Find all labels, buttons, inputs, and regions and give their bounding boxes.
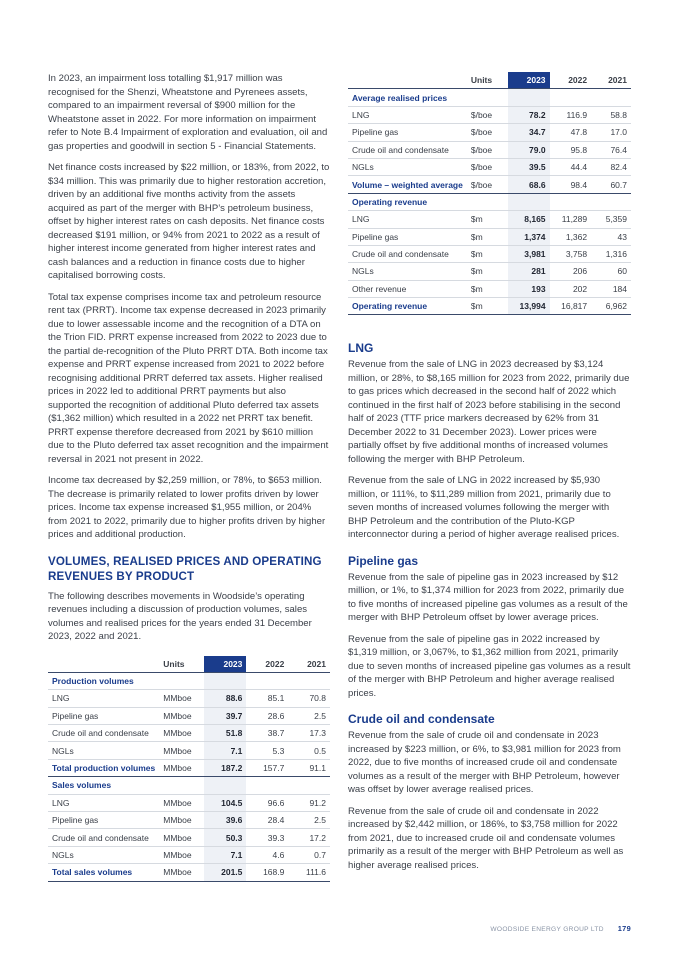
row-value-2022: 39.3 bbox=[246, 829, 288, 846]
row-unit: MMboe bbox=[159, 846, 204, 863]
header-2023: 2023 bbox=[204, 656, 246, 673]
header-label bbox=[48, 656, 159, 673]
table-row bbox=[48, 812, 330, 829]
table-row bbox=[348, 141, 631, 158]
row-value-2023: 281 bbox=[508, 263, 550, 280]
prices-table-body bbox=[348, 89, 631, 315]
row-label: LNG bbox=[348, 211, 467, 228]
row-value-2021: 60 bbox=[591, 263, 631, 280]
row-value-2022: 98.4 bbox=[550, 176, 592, 193]
row-value-2022 bbox=[246, 672, 288, 689]
row-unit: $m bbox=[467, 211, 508, 228]
row-unit: MMboe bbox=[159, 742, 204, 759]
row-label: Total production volumes bbox=[48, 759, 159, 776]
row-value-2022: 11,289 bbox=[550, 211, 592, 228]
row-value-2022: 206 bbox=[550, 263, 592, 280]
row-label: Pipeline gas bbox=[48, 707, 159, 724]
row-value-2023: 51.8 bbox=[204, 725, 246, 742]
row-value-2021: 91.1 bbox=[288, 759, 330, 776]
table-row bbox=[348, 124, 631, 141]
row-value-2022 bbox=[246, 777, 288, 794]
row-label: Operating revenue bbox=[348, 298, 467, 315]
row-label: Production volumes bbox=[48, 672, 159, 689]
table-row bbox=[348, 228, 631, 245]
row-unit: $m bbox=[467, 245, 508, 262]
row-label: Crude oil and condensate bbox=[348, 141, 467, 158]
paragraph-lng-2022: Revenue from the sale of LNG in 2022 increased by $5,930 million, or 111%, to $11,289 million from 2021, primarily due to seven months of increased volumes following the merger with BHP Petroleum and the contribution of the Pluto-KGP interconnector during a period of higher average realised prices. bbox=[348, 475, 620, 541]
row-value-2021: 91.2 bbox=[288, 794, 330, 811]
row-value-2022: 157.7 bbox=[246, 759, 288, 776]
row-unit: MMboe bbox=[159, 725, 204, 742]
row-label: Sales volumes bbox=[48, 777, 159, 794]
table-total-row bbox=[348, 298, 631, 315]
table-header-row bbox=[348, 72, 631, 89]
header-2021: 2021 bbox=[591, 72, 631, 89]
row-value-2023 bbox=[204, 672, 246, 689]
section-heading-volumes: VOLUMES, REALISED PRICES AND OPERATING REVENUES BY PRODUCT bbox=[48, 554, 322, 583]
row-label: Crude oil and condensate bbox=[348, 245, 467, 262]
row-value-2023: 39.5 bbox=[508, 158, 550, 175]
row-unit bbox=[467, 193, 508, 210]
row-value-2022: 116.9 bbox=[550, 106, 592, 123]
row-value-2023: 1,374 bbox=[508, 228, 550, 245]
row-value-2022: 202 bbox=[550, 280, 592, 297]
table-group-row bbox=[48, 777, 330, 794]
row-label: Volume – weighted average bbox=[348, 176, 467, 193]
paragraph-pipeline-2022: Revenue from the sale of pipeline gas in 2022 increased by $1,319 million, or 3,067%, to $1,362 million from 2021, primarily due to seven months of increased pipeline gas volumes as a result of the merger with BHP Petroleum and higher average realised prices. bbox=[348, 633, 631, 699]
row-label: LNG bbox=[348, 106, 467, 123]
row-value-2021: 60.7 bbox=[591, 176, 631, 193]
row-value-2022: 1,362 bbox=[550, 228, 592, 245]
row-unit: MMboe bbox=[159, 707, 204, 724]
row-unit bbox=[159, 672, 204, 689]
row-value-2023: 3,981 bbox=[508, 245, 550, 262]
row-unit: $/boe bbox=[467, 176, 508, 193]
row-value-2023: 39.6 bbox=[204, 812, 246, 829]
row-label: Total sales volumes bbox=[48, 864, 159, 881]
row-value-2021 bbox=[591, 193, 631, 210]
row-value-2023: 7.1 bbox=[204, 846, 246, 863]
volumes-table-body bbox=[48, 672, 330, 881]
row-value-2023: 34.7 bbox=[508, 124, 550, 141]
table-row bbox=[348, 245, 631, 262]
row-value-2022: 168.9 bbox=[246, 864, 288, 881]
table-group-row bbox=[348, 89, 631, 106]
row-value-2021: 70.8 bbox=[288, 690, 330, 707]
row-value-2022: 4.6 bbox=[246, 846, 288, 863]
table-row bbox=[348, 211, 631, 228]
paragraph-finance-costs: Net finance costs increased by $22 million, or 183%, from 2022, to $34 million. This was primarily due to higher restoration accretion, driven by an additional five months activity from the assets acquired as part of the merger with BHP’s petroleum business, offset by higher interest rates on cash deposits. Net finance costs decreased $191 million, or 94% from 2021 to 2022 as a result of higher interest income generated from higher interest rates and cash balances and a reduction in finance costs due to higher capitalised borrowing costs. bbox=[48, 162, 330, 281]
row-value-2021: 17.2 bbox=[288, 829, 330, 846]
row-unit: $m bbox=[467, 263, 508, 280]
table-row bbox=[48, 725, 330, 742]
row-value-2021: 17.3 bbox=[288, 725, 330, 742]
row-value-2021: 0.5 bbox=[288, 742, 330, 759]
row-value-2023: 104.5 bbox=[204, 794, 246, 811]
row-value-2022 bbox=[550, 193, 592, 210]
row-value-2022: 44.4 bbox=[550, 158, 592, 175]
row-value-2023: 8,165 bbox=[508, 211, 550, 228]
row-value-2023: 7.1 bbox=[204, 742, 246, 759]
right-column bbox=[348, 72, 631, 880]
row-unit bbox=[467, 89, 508, 106]
row-label: Crude oil and condensate bbox=[48, 725, 159, 742]
paragraph-pipeline-2023: Revenue from the sale of pipeline gas in 2023 increased by $12 million, or 1%, to $1,374 million for 2023 from 2022, primarily due to five months of increased pipeline gas volumes as a result of the merger with BHP Petroleum offset by lower average prices. bbox=[348, 571, 628, 624]
page-footer bbox=[490, 924, 631, 933]
row-label: NGLs bbox=[48, 742, 159, 759]
row-value-2023: 13,994 bbox=[508, 298, 550, 315]
paragraph-income-tax: Income tax decreased by $2,259 million, or 78%, to $653 million. The decrease is primarily related to lower profits driven by lower prices. Income tax expense increased $1,955 million, or 204% from 2021 to 2022, primarily due to higher profits driven by higher prices and additional production. bbox=[48, 475, 326, 540]
row-value-2023 bbox=[508, 193, 550, 210]
table-row bbox=[48, 829, 330, 846]
row-value-2022: 85.1 bbox=[246, 690, 288, 707]
header-label bbox=[348, 72, 467, 89]
table-row bbox=[48, 846, 330, 863]
page-number: 179 bbox=[617, 924, 631, 933]
table-row bbox=[348, 158, 631, 175]
row-value-2023: 50.3 bbox=[204, 829, 246, 846]
row-value-2021: 184 bbox=[591, 280, 631, 297]
row-value-2022 bbox=[550, 89, 592, 106]
row-value-2022: 28.4 bbox=[246, 812, 288, 829]
paragraph-lng-2023: Revenue from the sale of LNG in 2023 decreased by $3,124 million, or 28%, to $8,165 million for 2023 from 2022, primarily due to gas prices which decreased in the second half of 2022 which continued in the first half of 2023 before stabilising in the second half of 2023 (TTF price markers decreased by 62% from 31 December 2022 to 31 December 2023). Lower prices were partially offset by five additional months of increased volumes following the merger with BHP Petroleum. bbox=[348, 359, 630, 465]
table-row bbox=[348, 263, 631, 280]
row-unit: MMboe bbox=[159, 690, 204, 707]
paragraph-tax-expense: Total tax expense comprises income tax and petroleum resource rent tax (PRRT). Income tax expense decreased in 2023 primarily due to lower assessable income and the recognition of a DTA on the Trion FID. PRRT expense increased from 2022 to 2023 due to the partial de-recognition of the Pluto PRRT DTA. Both income tax expense and PRRT expense increased from 2021 to 2022 before recognising additional PRRT deferred tax assets. Higher realised prices in 2022 led to additional PRRT payments but also supported the recognition of additional Pluto deferred tax assets ($1,362 million) which resulted in a 2022 net PRRT tax benefit. PRRT expense therefore decreased from 2021 by $610 million due to the Pluto deferred tax asset recognition and the impairment reversal in 2021 not present in 2022. bbox=[48, 291, 329, 465]
row-unit: $m bbox=[467, 280, 508, 297]
row-unit: $/boe bbox=[467, 106, 508, 123]
row-value-2021: 82.4 bbox=[591, 158, 631, 175]
row-label: NGLs bbox=[48, 846, 159, 863]
row-value-2023: 193 bbox=[508, 280, 550, 297]
row-label: NGLs bbox=[348, 158, 467, 175]
row-value-2023: 201.5 bbox=[204, 864, 246, 881]
header-units: Units bbox=[159, 656, 204, 673]
table-total-row bbox=[48, 864, 330, 881]
row-label: Pipeline gas bbox=[348, 124, 467, 141]
row-value-2021: 58.8 bbox=[591, 106, 631, 123]
paragraph-crude-2023: Revenue from the sale of crude oil and condensate in 2023 increased by $223 million, or 6%, to $3,981 million for 2023 from 2022, due to five months of increased crude oil and condensate volumes as a result of the merger with BHP Petroleum, however was offset by lower average realised prices. bbox=[348, 730, 621, 796]
header-units: Units bbox=[467, 72, 508, 89]
row-unit: MMboe bbox=[159, 812, 204, 829]
row-unit: $m bbox=[467, 298, 508, 315]
heading-pipeline-gas: Pipeline gas bbox=[348, 553, 419, 568]
table-header-row bbox=[48, 656, 330, 673]
row-label: LNG bbox=[48, 794, 159, 811]
row-value-2022: 3,758 bbox=[550, 245, 592, 262]
row-value-2021: 6,962 bbox=[591, 298, 631, 315]
row-label: Pipeline gas bbox=[48, 812, 159, 829]
header-2022: 2022 bbox=[246, 656, 288, 673]
table-total-row bbox=[48, 759, 330, 776]
row-value-2022: 95.8 bbox=[550, 141, 592, 158]
paragraph-impairment: In 2023, an impairment loss totalling $1,917 million was recognised for the Shenzi, Wheatstone and Pyrenees assets, compared to an impairment reversal of $900 million for the Wheatstone asset in 2022. For more information on impairment refer to Note B.4 Impairment of exploration and evaluation, oil and gas properties and goodwill in section 5 - Financial Statements. bbox=[48, 73, 328, 152]
row-value-2021: 2.5 bbox=[288, 707, 330, 724]
table-row bbox=[48, 690, 330, 707]
row-label: Operating revenue bbox=[348, 193, 467, 210]
row-value-2022: 38.7 bbox=[246, 725, 288, 742]
row-value-2021 bbox=[591, 89, 631, 106]
header-2021: 2021 bbox=[288, 656, 330, 673]
row-unit: $/boe bbox=[467, 141, 508, 158]
row-value-2021 bbox=[288, 777, 330, 794]
footer-company: WOODSIDE ENERGY GROUP LTD bbox=[490, 926, 604, 933]
left-column bbox=[48, 72, 330, 882]
row-label: NGLs bbox=[348, 263, 467, 280]
heading-crude-oil: Crude oil and condensate bbox=[348, 712, 495, 727]
section-intro: The following describes movements in Woodside’s operating revenues including a discussion of production volumes, sales volumes and realised prices for the years ended 31 December 2023, 2022 and 2021. bbox=[48, 590, 312, 642]
row-value-2021 bbox=[288, 672, 330, 689]
row-value-2021: 43 bbox=[591, 228, 631, 245]
volumes-table bbox=[48, 656, 330, 882]
row-value-2023: 187.2 bbox=[204, 759, 246, 776]
row-value-2023: 68.6 bbox=[508, 176, 550, 193]
row-value-2022: 5.3 bbox=[246, 742, 288, 759]
row-unit: MMboe bbox=[159, 759, 204, 776]
row-value-2023: 88.6 bbox=[204, 690, 246, 707]
row-unit: MMboe bbox=[159, 794, 204, 811]
row-unit: $/boe bbox=[467, 158, 508, 175]
table-row bbox=[348, 280, 631, 297]
paragraph-crude-2022: Revenue from the sale of crude oil and condensate in 2022 increased by $2,442 million, or 186%, to $3,758 million for 2022 from 2021, due to increased crude oil and condensate volumes primarily as a result of the merger with BHP Petroleum as well as higher average realised prices. bbox=[348, 805, 624, 871]
row-value-2023 bbox=[508, 89, 550, 106]
row-value-2022: 28.6 bbox=[246, 707, 288, 724]
row-label: Crude oil and condensate bbox=[48, 829, 159, 846]
row-unit bbox=[159, 777, 204, 794]
row-value-2023 bbox=[204, 777, 246, 794]
row-value-2021: 111.6 bbox=[288, 864, 330, 881]
row-unit: MMboe bbox=[159, 864, 204, 881]
row-value-2023: 79.0 bbox=[508, 141, 550, 158]
header-2022: 2022 bbox=[550, 72, 592, 89]
table-group-row bbox=[48, 672, 330, 689]
row-value-2021: 2.5 bbox=[288, 812, 330, 829]
row-value-2023: 39.7 bbox=[204, 707, 246, 724]
row-value-2021: 17.0 bbox=[591, 124, 631, 141]
row-label: LNG bbox=[48, 690, 159, 707]
row-value-2021: 5,359 bbox=[591, 211, 631, 228]
row-value-2022: 96.6 bbox=[246, 794, 288, 811]
row-value-2021: 1,316 bbox=[591, 245, 631, 262]
table-total-row bbox=[348, 176, 631, 193]
table-row bbox=[48, 742, 330, 759]
row-value-2021: 0.7 bbox=[288, 846, 330, 863]
prices-table bbox=[348, 72, 631, 315]
row-unit: MMboe bbox=[159, 829, 204, 846]
row-unit: $/boe bbox=[467, 124, 508, 141]
row-label: Pipeline gas bbox=[348, 228, 467, 245]
row-label: Average realised prices bbox=[348, 89, 467, 106]
table-row bbox=[348, 106, 631, 123]
row-value-2022: 16,817 bbox=[550, 298, 592, 315]
table-row bbox=[48, 794, 330, 811]
row-value-2023: 78.2 bbox=[508, 106, 550, 123]
table-group-row bbox=[348, 193, 631, 210]
row-value-2021: 76.4 bbox=[591, 141, 631, 158]
header-2023: 2023 bbox=[508, 72, 550, 89]
row-unit: $m bbox=[467, 228, 508, 245]
heading-lng: LNG bbox=[348, 341, 374, 356]
row-label: Other revenue bbox=[348, 280, 467, 297]
table-row bbox=[48, 707, 330, 724]
row-value-2022: 47.8 bbox=[550, 124, 592, 141]
